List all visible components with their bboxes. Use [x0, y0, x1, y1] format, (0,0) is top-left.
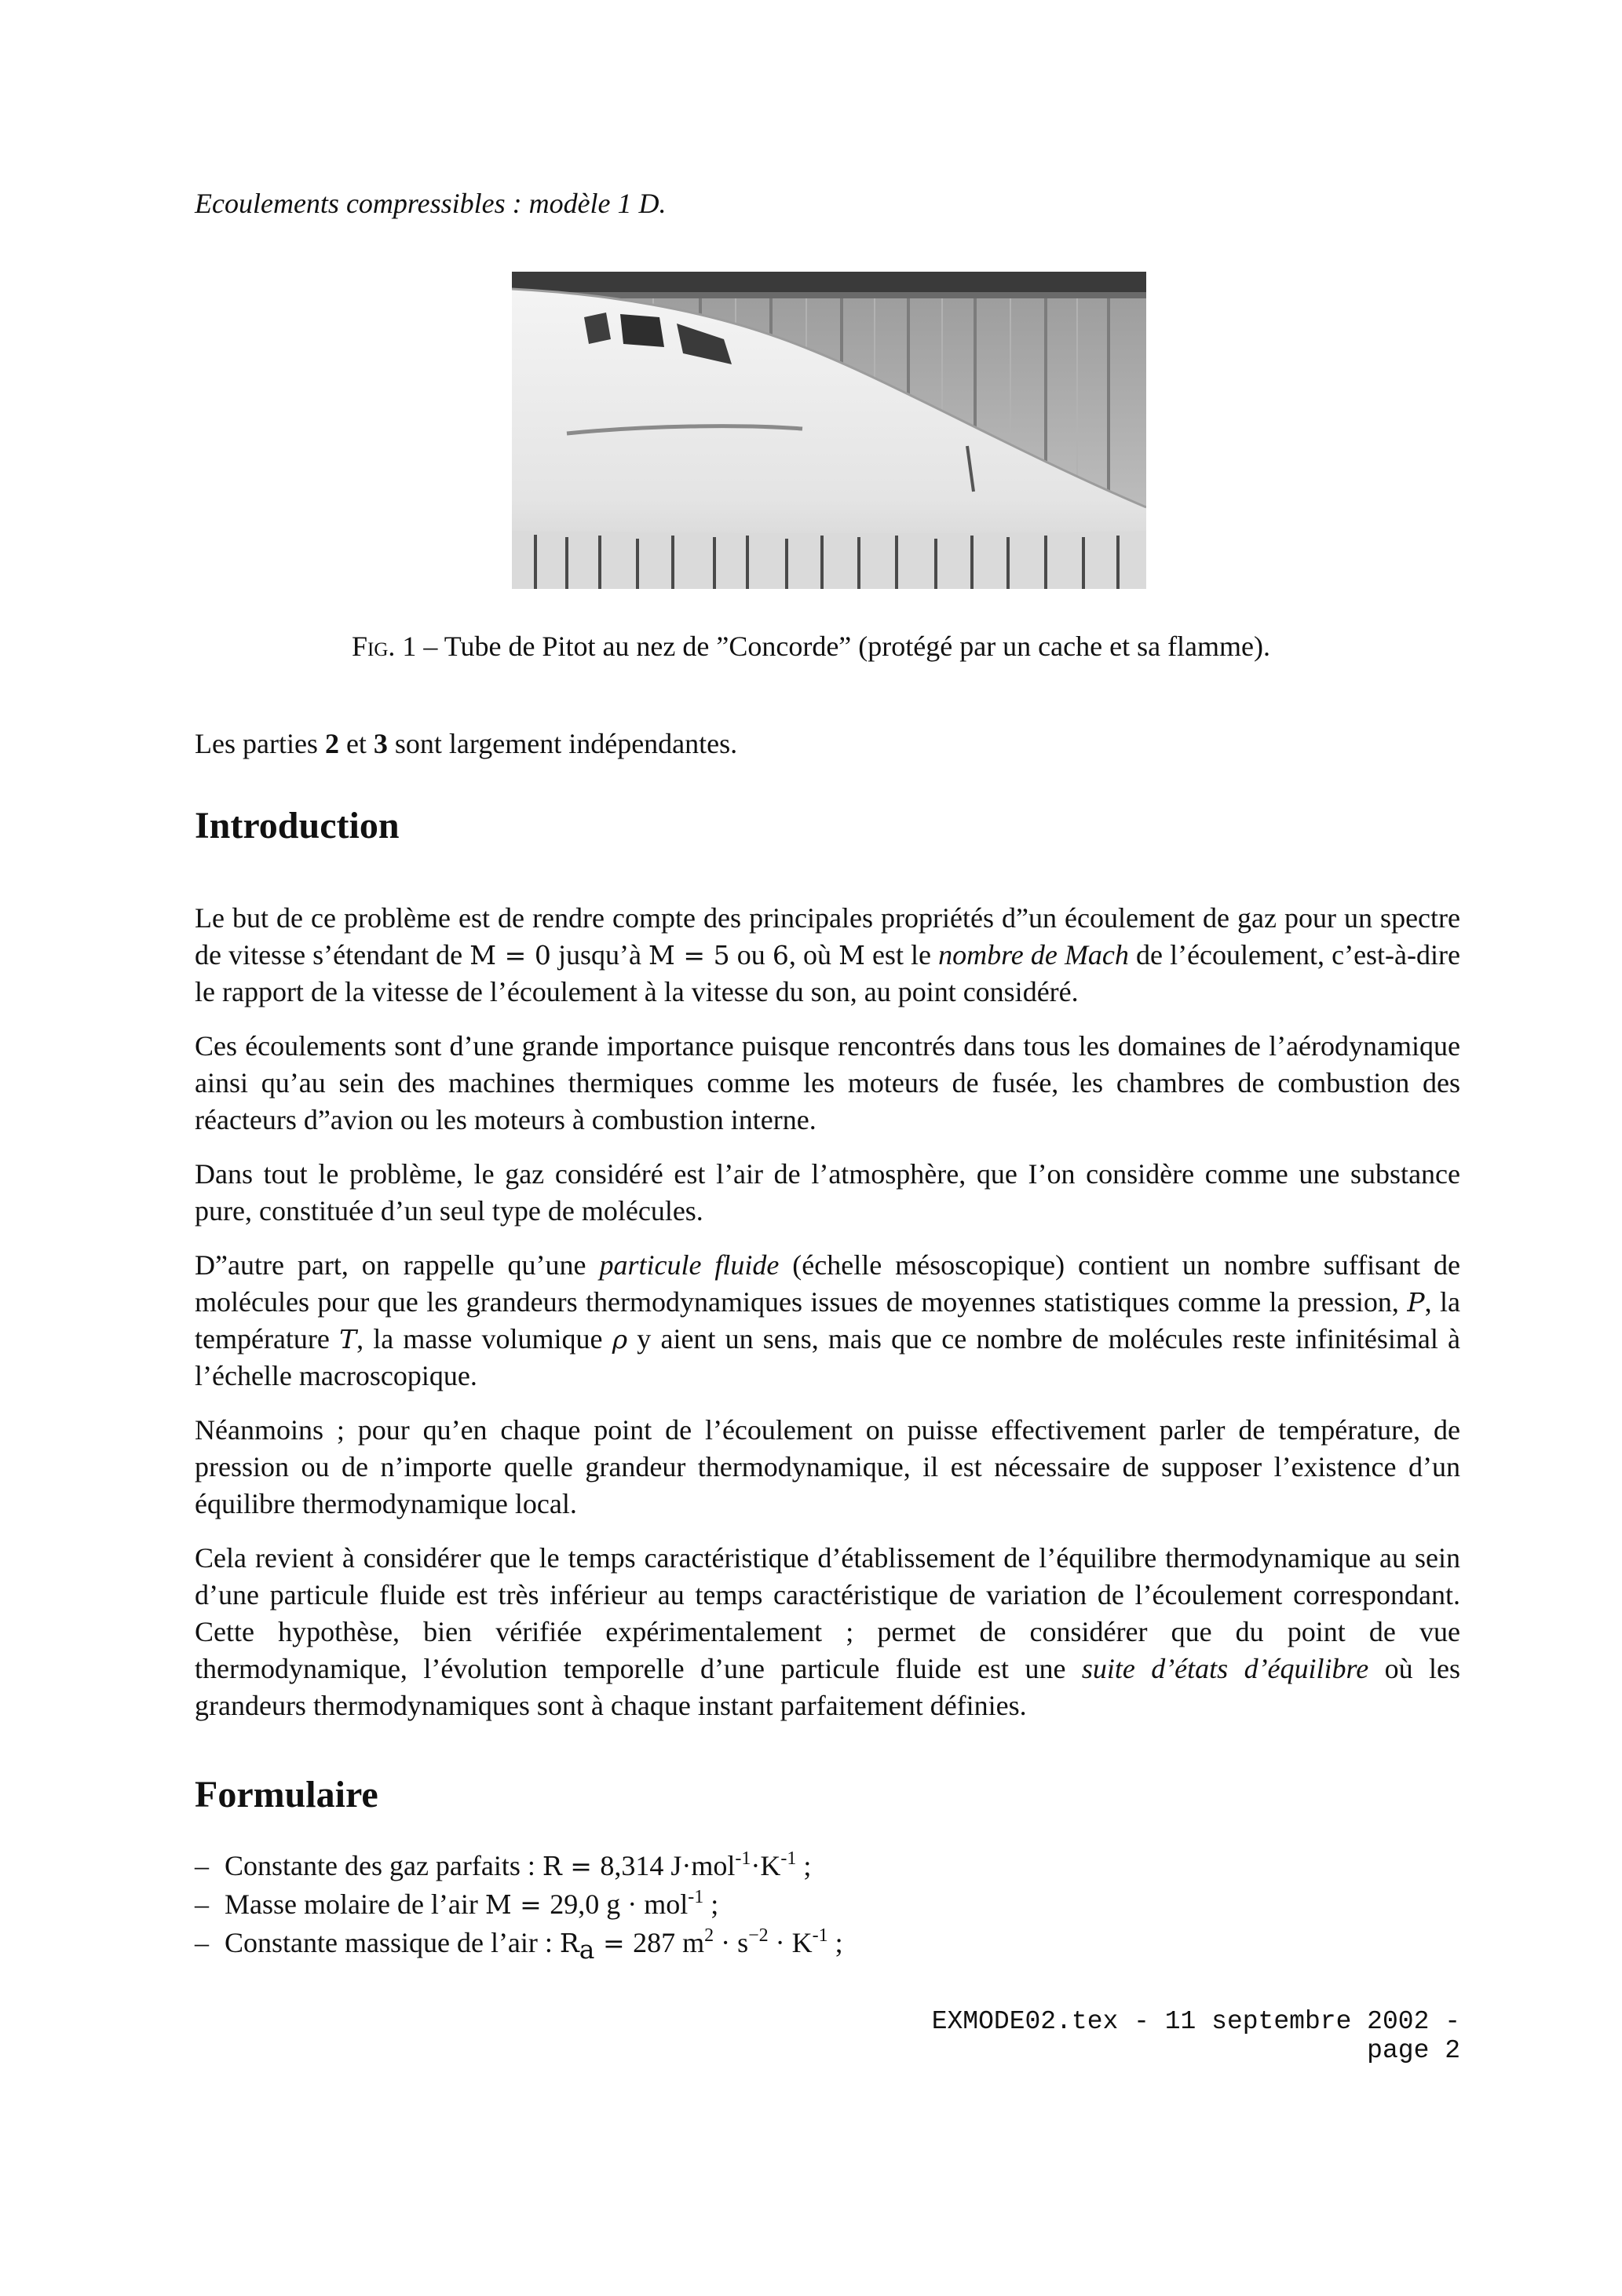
list-bullet: – — [195, 1850, 209, 1881]
concorde-nose-photo-icon — [512, 272, 1146, 589]
paragraph: Ces écoulements sont d’une grande importance puisque rencontrés dans tous les domaines de l’aérodynamique ainsi qu’au sein des machines thermiques comme les moteurs de fusée, les chambres de combustion des réacteurs d”avion ou les moteurs à combustion interne. — [195, 1030, 1460, 1135]
paragraph: Cela revient à considérer que le temps caractéristique d’établissement de l’équilibre thermodynamique au sein d’une particule fluide est très inférieur au temps caractéristique de variation de l’écoulement correspondant. Cette hypothèse, bien vérifiée expérimentalement ; permet de considérer que du point de vue thermodynamique, l’évolution temporelle d’une particule fluide est une suite d’états d’équilibre où les grandeurs thermodynamiques sont à chaque instant parfaitement définies. — [195, 1542, 1460, 1721]
section-title-formulaire: Formulaire — [195, 1774, 378, 1815]
part-3-ref: 3 — [373, 728, 388, 759]
paragraph: Dans tout le problème, le gaz considéré est l’air de l’atmosphère, que I’on considère comme une substance pure, constituée d’un seul type de molécules. — [195, 1158, 1460, 1227]
parts-note-text: sont largement indépendantes. — [387, 728, 738, 759]
paragraph: Le but de ce problème est de rendre compte des principales propriétés d”un écoulement de gaz pour un spectre de vitesse s’étendant de M = 0 jusqu’à M = 5 ou 6, où M est le nombre de Mach de l’écoulement, c’est-à-dire le rapport de la vitesse de l’écoulement à la vitesse du son, au point considéré. — [195, 902, 1460, 1007]
list-item: – Constante des gaz parfaits : R = 8,314 $J\cdot mol^{-1}\cdot K^{-1}$ ; — [195, 1847, 1460, 1885]
part-2-ref: 2 — [324, 728, 339, 759]
introduction-body — [195, 900, 1460, 1742]
list-item: – Constante massique de l’air : $R_a = 287$ $m^2 \cdot s^{-2} \cdot K^{-1}$ ; — [195, 1925, 843, 1965]
list-item: – Masse molaire de l’air M = 29,0 g · mol$^{-1}$ ; — [195, 1885, 1460, 1924]
figure-label: Fig. — [351, 631, 396, 662]
paragraph: D”autre part, on rappelle qu’une particule fluide (échelle mésoscopique) contient un nombre suffisant de molécules pour que les grandeurs thermodynamiques issues de moyennes statistiques comme la pression, P, la température T, la masse volumique ρ y aient un sens, mais que ce nombre de molécules reste infinitésimal à l’échelle macroscopique. — [195, 1249, 1461, 1391]
figure-caption-text: – Tube de Pitot au nez de ”Concorde” (protégé par un cache et sa flamme). — [423, 631, 1271, 662]
parts-note — [195, 727, 737, 760]
page-footer: EXMODE02.tex - 11 septembre 2002 - page 2 — [931, 2007, 1460, 2065]
running-header: Ecoulements compressibles : modèle 1 D. — [195, 188, 667, 219]
paragraph: Néanmoins ; pour qu’en chaque point de l’écoulement on puisse effectivement parler de température, de pression ou de n’importe quelle grandeur thermodynamique, il est nécessaire de supposer l’existence d’un équilibre thermodynamique local. — [195, 1414, 1460, 1519]
section-title-introduction: Introduction — [195, 805, 400, 846]
figure-number: 1 — [402, 631, 417, 662]
list-bullet: – — [195, 1888, 209, 1920]
figure-caption — [0, 630, 1622, 663]
parts-note-text: Les parties — [195, 728, 325, 759]
list-bullet: – — [195, 1927, 209, 1958]
parts-note-text: et — [338, 728, 374, 759]
formula-list — [195, 1847, 1460, 1965]
